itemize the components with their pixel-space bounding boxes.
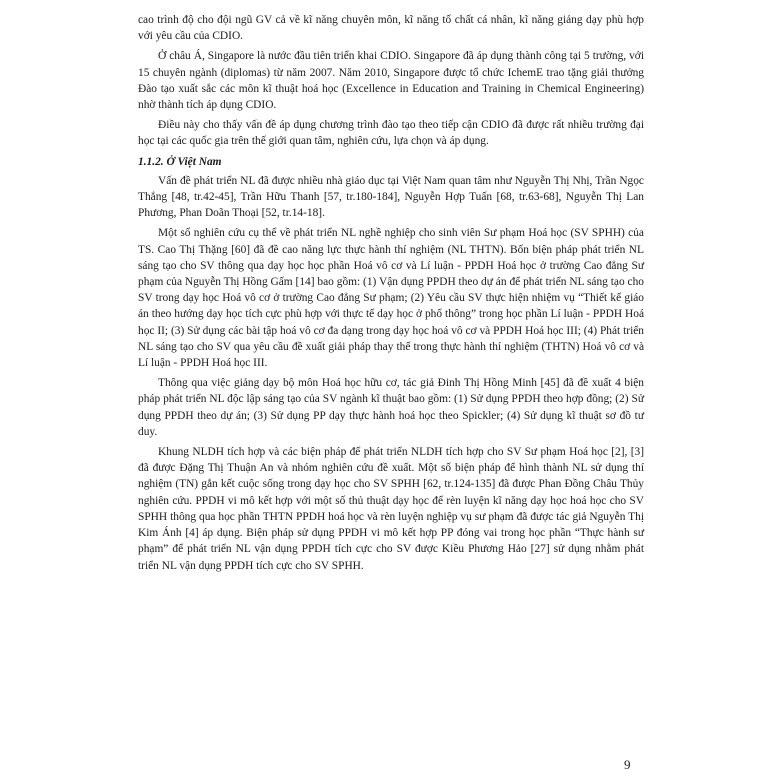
paragraph-research-sphh: Một số nghiên cứu cụ thể về phát triển NL nghề nghiệp cho sinh viên Sư phạm Hoá học (SV SPHH) của TS. Cao Thị Thặng [60] đã đề cao năng lực thực hành thí nghiệm (NL THTN). Bốn biện pháp phát triển NL sáng tạo cho SV thông qua dạy học học phần Hoá vô cơ và Lí luận - PPDH Hoá học ở trường Cao đẳng Sư phạm của Nguyễn Thị Hồng Gấm [14] bao gồm: (1) Vận dụng PPDH theo dự án để phát triển NL sáng tạo cho SV trong dạy học Hoá vô cơ ở trường Cao đẳng Sư phạm; (2) Yêu cầu SV thực hiện nhiệm vụ “Thiết kế giáo án theo hướng dạy học tích cực phù hợp với thực tế dạy học ở phổ thông” trong học phần Lí luận - PPDH Hoá học II; (3) Sử dụng các bài tập hoá vô cơ đa dạng trong dạy học hoá vô cơ và PPDH Hoá học III; (4) Phát triển NL sáng tạo cho SV qua yêu cầu đề xuất giải pháp thay thế trong thực hành thí nghiệm (THTN) Hoá vô cơ và Lí luận - PPDH Hoá học III.: [138, 227, 644, 370]
paragraph-singapore: Ở châu Á, Singapore là nước đầu tiên triển khai CDIO. Singapore đã áp dụng thành công tại 5 trường, với 15 chuyên ngành (diplomas) từ năm 2007. Năm 2010, Singapore được tổ chức IchemE trao tặng giải thưởng Đào tạo xuất sắc các môn kĩ thuật hoá học (Excellence in Education and Training in Chemical Engineering) nhờ thành tích áp dụng CDIO.: [138, 50, 644, 112]
section-heading: 1.1.2. Ở Việt Nam: [138, 155, 222, 168]
page-number: 9: [624, 757, 631, 772]
paragraph-vietnam-intro: Vấn đề phát triển NL đã được nhiều nhà giáo dục tại Việt Nam quan tâm như Nguyễn Thị Nhị, Trần Ngọc Thắng [48, tr.42-45], Trần Hữu Thanh [57, tr.180-184], Nguyễn Hợp Tuấn [68, tr.63-68], Nguyễn Thị Lan Phương, Phan Doãn Thoại [52, tr.14-18].: [138, 174, 644, 220]
paragraph-summary: Điều này cho thấy vấn đề áp dụng chương trình đào tạo theo tiếp cận CDIO đã được rất nhiều trường đại học tại các quốc gia trên thế giới quan tâm, nghiên cứu, lựa chọn và áp dụng.: [138, 119, 644, 148]
paragraph-continued: cao trình độ cho đội ngũ GV cả về kĩ năng chuyên môn, kĩ năng tố chất cá nhân, kĩ năng giảng dạy phù hợp với yêu cầu của CDIO.: [138, 14, 644, 43]
paragraph-integrated-framework: Khung NLDH tích hợp và các biện pháp để phát triển NLDH tích hợp cho SV Sư phạm Hoá học [2], [3] đã được Đặng Thị Thuận An và nhóm nghiên cứu đề xuất. Một số biện pháp để hình thành NL sử dụng thí nghiệm (TN) gắn kết cuộc sống trong dạy học cho SV SPHH [62, tr.124-135] đã được Phan Đồng Châu Thủy nghiên cứu. PPDH vi mô kết hợp với một số thủ thuật dạy học để rèn luyện kĩ năng dạy học hoá học cho SV SPHH thông qua học phần THTN PPDH hoá học và rèn luyện nghiệp vụ sư phạm đã được tác giả Nguyễn Thị Kim Ánh [4] áp dụng. Biện pháp sử dụng PPDH vi mô kết hợp PP đóng vai trong học phần “Thực hành sư phạm” để phát triển NL vận dụng PPDH tích cực cho SV được Kiều Phương Hảo [27] sử dụng nhằm phát triển NL vận dụng PPDH tích cực cho SV SPHH.: [138, 446, 644, 572]
document-page: [138, 12, 644, 578]
paragraph-organic-chemistry: Thông qua việc giảng dạy bộ môn Hoá học hữu cơ, tác giả Đinh Thị Hồng Minh [45] đã đề xuất 4 biện pháp phát triển NL độc lập sáng tạo của SV ngành kĩ thuật bao gồm: (1) Sử dụng PPDH theo hợp đồng; (2) Sử dụng PPDH theo dự án; (3) Sử dụng PP dạy thực hành hoá học theo Spickler; (4) Sử dụng kĩ thuật sơ đồ tư duy.: [138, 377, 644, 438]
